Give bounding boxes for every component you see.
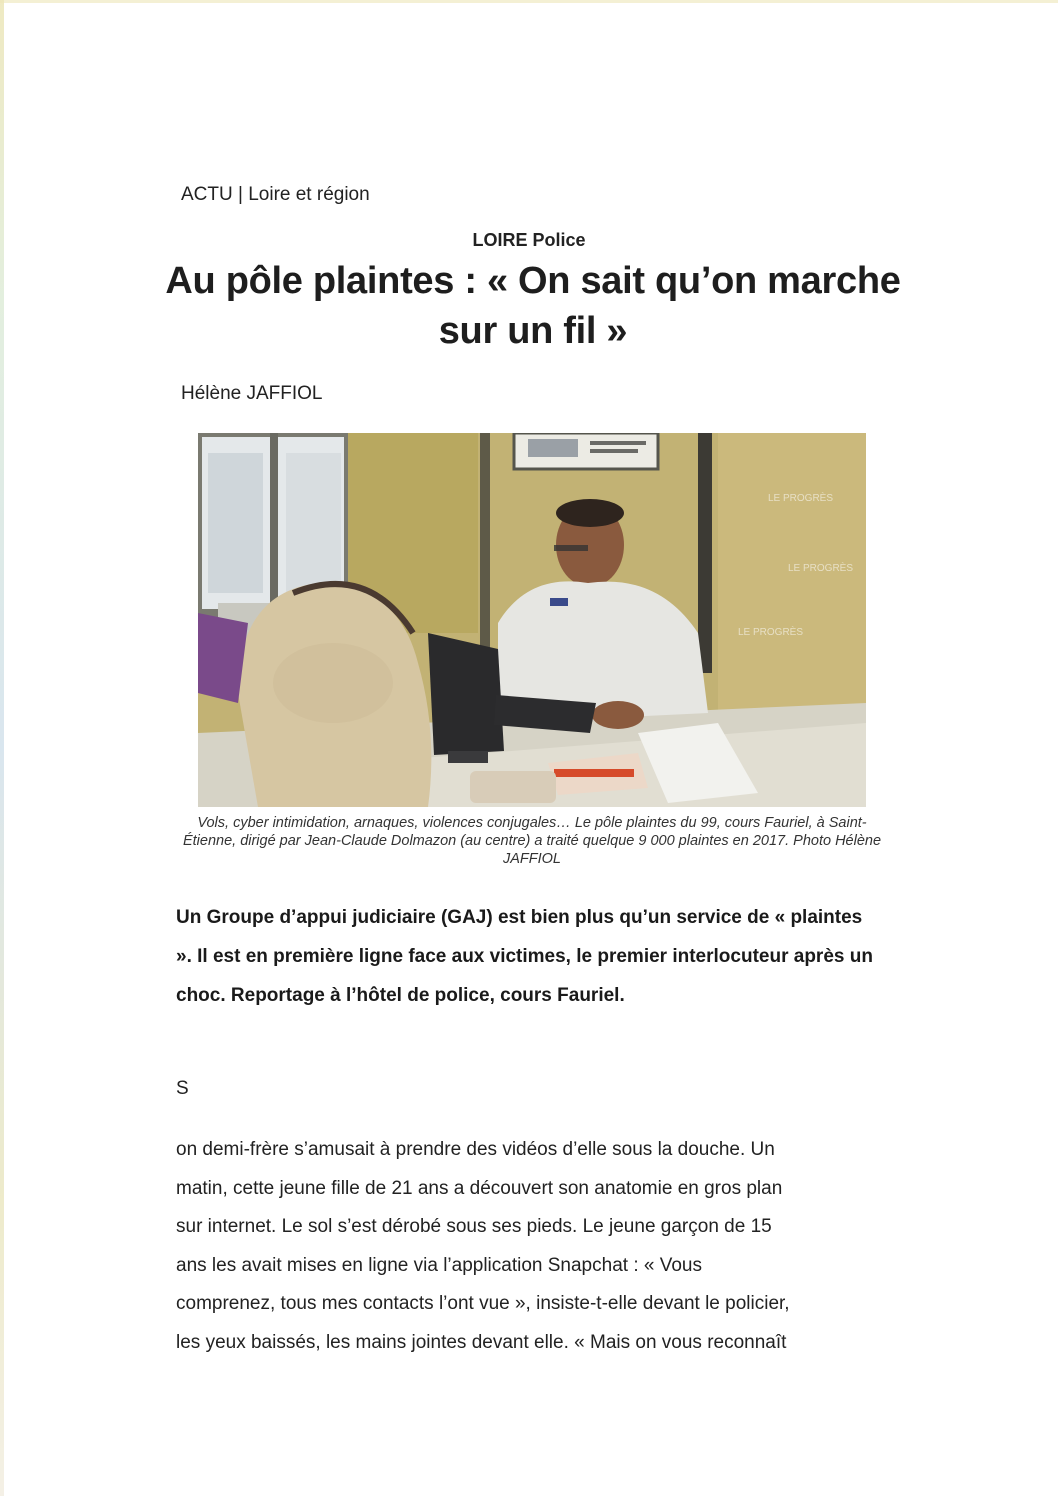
body-line: sur internet. Le sol s’est dérobé sous ses pieds. Le jeune garçon de 15: [176, 1216, 772, 1237]
body-line: comprenez, tous mes contacts l’ont vue », insiste-t-elle devant le policier,: [176, 1293, 790, 1314]
photo-watermark-3: LE PROGRÈS: [738, 627, 804, 638]
dropcap: S: [176, 1078, 189, 1099]
photo-watermark-2: LE PROGRÈS: [788, 563, 854, 574]
body-line: les yeux baissés, les mains jointes devant elle. « Mais on vous reconnaît: [176, 1331, 787, 1353]
lede-paragraph: Un Groupe d’appui judiciaire (GAJ) est bien plus qu’un service de « plaintes ». Il est en première ligne face aux victimes, le premier interlocuteur après un choc. Reportage à l’hôtel de police, cours Fauriel.: [176, 907, 873, 1006]
scan-edge-top: [0, 0, 1058, 3]
article-photo: [198, 433, 866, 807]
headline: Au pôle plaintes : « On sait qu’on marche sur un fil »: [165, 260, 901, 352]
photo-watermark: LE PROGRÈS: [768, 493, 834, 504]
scan-edge: [0, 0, 4, 1496]
body-text: [176, 1131, 876, 1362]
section-rubric: ACTU | Loire et région: [181, 184, 370, 205]
byline: Hélène JAFFIOL: [181, 383, 323, 404]
body-line: on demi-frère s’amusait à prendre des vidéos d’elle sous la douche. Un: [176, 1139, 775, 1160]
kicker: LOIRE Police: [472, 230, 586, 250]
body-line: ans les avait mises en ligne via l’application Snapchat : « Vous: [176, 1254, 702, 1276]
body-line: matin, cette jeune fille de 21 ans a découvert son anatomie en gros plan: [176, 1177, 783, 1199]
photo-caption: Vols, cyber intimidation, arnaques, violences conjugales… Le pôle plaintes du 99, cours Fauriel, à Saint-Étienne, dirigé par Jean-Claude Dolmazon (au centre) a traité quelque 9 000 plaintes en 2017. Photo Hélène JAFFIOL: [182, 815, 882, 867]
